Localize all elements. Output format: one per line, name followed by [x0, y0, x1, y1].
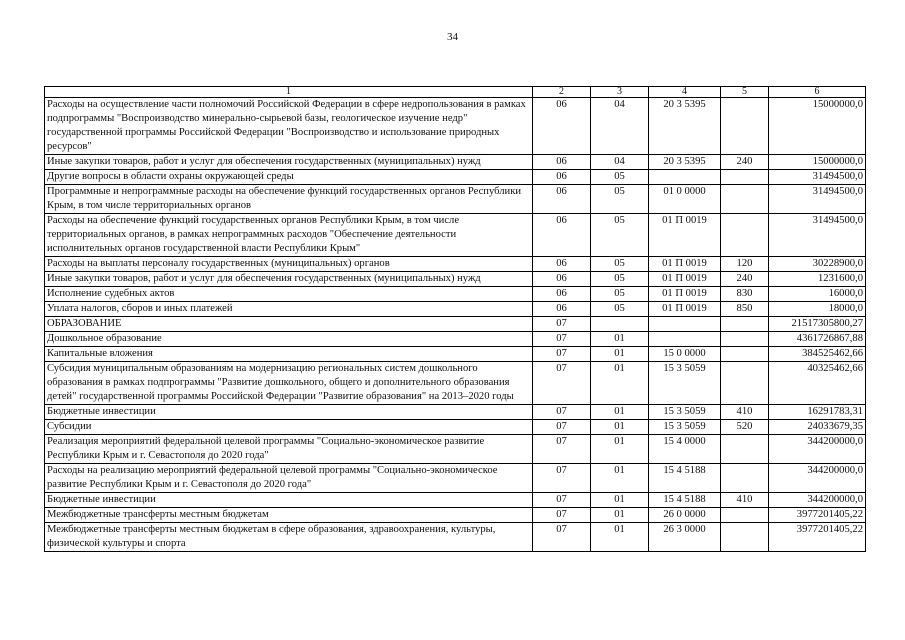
table-row — [45, 170, 866, 185]
row-target-item — [649, 170, 721, 185]
row-target-item: 15 0 0000 — [649, 347, 721, 362]
row-name: Межбюджетные трансферты местным бюджетам — [45, 508, 533, 523]
header-col-6: 6 — [769, 87, 866, 98]
row-amount: 1231600,0 — [769, 272, 866, 287]
row-amount: 31494500,0 — [769, 185, 866, 214]
table-row — [45, 214, 866, 257]
row-target-item: 15 3 5059 — [649, 362, 721, 405]
row-expense-type: 410 — [721, 493, 769, 508]
row-subsection: 04 — [591, 98, 649, 155]
row-amount: 21517305800,27 — [769, 317, 866, 332]
row-subsection: 04 — [591, 155, 649, 170]
row-target-item — [649, 332, 721, 347]
row-amount: 344200000,0 — [769, 493, 866, 508]
row-name: Расходы на осуществление части полномочий Российской Федерации в сфере недропользования в рамках подпрограммы "Воспроизводство минерально-сырьевой базы, геологическое изучение недр" государственной программы Российской Федерации "Воспроизводство и использование природных ресурсов" — [45, 98, 533, 155]
row-name: Межбюджетные трансферты местным бюджетам в сфере образования, здравоохранения, культуры, физической культуры и спорта — [45, 523, 533, 552]
row-amount: 24033679,35 — [769, 420, 866, 435]
row-section: 07 — [533, 508, 591, 523]
table-row — [45, 508, 866, 523]
row-section: 06 — [533, 257, 591, 272]
header-col-4: 4 — [649, 87, 721, 98]
row-section: 07 — [533, 493, 591, 508]
row-subsection: 05 — [591, 287, 649, 302]
row-name: Реализация мероприятий федеральной целевой программы "Социально-экономическое развитие Республики Крым и г. Севастополя до 2020 года" — [45, 435, 533, 464]
table-header-row — [45, 87, 866, 98]
row-name: ОБРАЗОВАНИЕ — [45, 317, 533, 332]
row-expense-type — [721, 435, 769, 464]
row-subsection: 01 — [591, 508, 649, 523]
row-section: 07 — [533, 347, 591, 362]
row-amount: 4361726867,88 — [769, 332, 866, 347]
row-expense-type — [721, 98, 769, 155]
row-target-item: 26 3 0000 — [649, 523, 721, 552]
row-target-item: 01 П 0019 — [649, 287, 721, 302]
header-col-1: 1 — [45, 87, 533, 98]
row-target-item: 15 3 5059 — [649, 405, 721, 420]
row-expense-type: 410 — [721, 405, 769, 420]
row-expense-type — [721, 362, 769, 405]
row-section: 07 — [533, 420, 591, 435]
row-name: Субсидии — [45, 420, 533, 435]
row-section: 06 — [533, 287, 591, 302]
row-subsection: 05 — [591, 302, 649, 317]
row-amount: 384525462,66 — [769, 347, 866, 362]
row-subsection: 01 — [591, 493, 649, 508]
row-amount: 30228900,0 — [769, 257, 866, 272]
table-row — [45, 287, 866, 302]
row-name: Исполнение судебных актов — [45, 287, 533, 302]
row-name: Иные закупки товаров, работ и услуг для обеспечения государственных (муниципальных) нужд — [45, 155, 533, 170]
table-row — [45, 493, 866, 508]
row-name: Расходы на выплаты персоналу государственных (муниципальных) органов — [45, 257, 533, 272]
row-expense-type: 240 — [721, 272, 769, 287]
table-row — [45, 155, 866, 170]
row-expense-type — [721, 214, 769, 257]
row-target-item: 01 П 0019 — [649, 302, 721, 317]
row-section: 06 — [533, 98, 591, 155]
table-row — [45, 464, 866, 493]
row-name: Капитальные вложения — [45, 347, 533, 362]
row-amount: 16291783,31 — [769, 405, 866, 420]
budget-table — [44, 86, 866, 552]
row-subsection: 01 — [591, 405, 649, 420]
row-section: 06 — [533, 214, 591, 257]
table-row — [45, 257, 866, 272]
row-subsection — [591, 317, 649, 332]
row-expense-type: 520 — [721, 420, 769, 435]
row-expense-type: 850 — [721, 302, 769, 317]
row-amount: 15000000,0 — [769, 98, 866, 155]
row-subsection: 05 — [591, 272, 649, 287]
header-col-5: 5 — [721, 87, 769, 98]
row-section: 06 — [533, 302, 591, 317]
table-row — [45, 435, 866, 464]
header-col-3: 3 — [591, 87, 649, 98]
row-amount: 3977201405,22 — [769, 523, 866, 552]
row-target-item: 01 П 0019 — [649, 257, 721, 272]
row-section: 07 — [533, 435, 591, 464]
row-name: Уплата налогов, сборов и иных платежей — [45, 302, 533, 317]
table-row — [45, 420, 866, 435]
row-target-item: 15 3 5059 — [649, 420, 721, 435]
row-expense-type — [721, 464, 769, 493]
table-row — [45, 317, 866, 332]
row-amount: 344200000,0 — [769, 435, 866, 464]
row-target-item — [649, 317, 721, 332]
row-section: 06 — [533, 185, 591, 214]
row-target-item: 15 4 0000 — [649, 435, 721, 464]
row-section: 06 — [533, 155, 591, 170]
table-row — [45, 272, 866, 287]
row-amount: 31494500,0 — [769, 170, 866, 185]
table-row — [45, 98, 866, 155]
row-amount: 16000,0 — [769, 287, 866, 302]
row-name: Иные закупки товаров, работ и услуг для обеспечения государственных (муниципальных) нужд — [45, 272, 533, 287]
row-section: 06 — [533, 272, 591, 287]
row-name: Субсидия муниципальным образованиям на модернизацию региональных систем дошкольного образования в рамках подпрограммы "Развитие дошкольного, общего и дополнительного образования детей" государственной программы Российской Федерации "Развитие образования" на 2013–2020 годы — [45, 362, 533, 405]
row-amount: 40325462,66 — [769, 362, 866, 405]
row-name: Расходы на обеспечение функций государственных органов Республики Крым, в том числе территориальных органов, в рамках непрограммных расходов "Обеспечение деятельности исполнительных органов государственной власти Республики Крым" — [45, 214, 533, 257]
row-target-item: 01 0 0000 — [649, 185, 721, 214]
row-expense-type — [721, 523, 769, 552]
row-target-item: 20 3 5395 — [649, 155, 721, 170]
row-target-item: 26 0 0000 — [649, 508, 721, 523]
row-target-item: 01 П 0019 — [649, 272, 721, 287]
row-subsection: 05 — [591, 257, 649, 272]
table-row — [45, 405, 866, 420]
row-amount: 31494500,0 — [769, 214, 866, 257]
row-target-item: 20 3 5395 — [649, 98, 721, 155]
row-subsection: 01 — [591, 332, 649, 347]
row-amount: 18000,0 — [769, 302, 866, 317]
row-expense-type — [721, 170, 769, 185]
row-target-item: 15 4 5188 — [649, 464, 721, 493]
row-amount: 3977201405,22 — [769, 508, 866, 523]
row-subsection: 01 — [591, 347, 649, 362]
table-row — [45, 332, 866, 347]
row-subsection: 01 — [591, 523, 649, 552]
row-section: 07 — [533, 332, 591, 347]
table-body — [45, 98, 866, 552]
row-subsection: 01 — [591, 435, 649, 464]
row-section: 07 — [533, 464, 591, 493]
row-section: 07 — [533, 523, 591, 552]
row-expense-type: 120 — [721, 257, 769, 272]
table-row — [45, 185, 866, 214]
row-name: Другие вопросы в области охраны окружающей среды — [45, 170, 533, 185]
row-expense-type — [721, 347, 769, 362]
row-name: Дошкольное образование — [45, 332, 533, 347]
table-row — [45, 523, 866, 552]
row-name: Бюджетные инвестиции — [45, 405, 533, 420]
row-subsection: 05 — [591, 214, 649, 257]
header-col-2: 2 — [533, 87, 591, 98]
row-name: Расходы на реализацию мероприятий федеральной целевой программы "Социально-экономическое развитие Республики Крым и г. Севастополя до 2020 года" — [45, 464, 533, 493]
row-expense-type — [721, 185, 769, 214]
table-row — [45, 347, 866, 362]
row-section: 07 — [533, 405, 591, 420]
row-expense-type — [721, 332, 769, 347]
row-section: 06 — [533, 170, 591, 185]
row-subsection: 05 — [591, 170, 649, 185]
row-name: Программные и непрограммные расходы на обеспечение функций государственных органов Республики Крым, в том числе территориальных органов — [45, 185, 533, 214]
row-expense-type: 240 — [721, 155, 769, 170]
row-subsection: 01 — [591, 420, 649, 435]
table-row — [45, 302, 866, 317]
row-target-item: 01 П 0019 — [649, 214, 721, 257]
row-subsection: 01 — [591, 464, 649, 493]
page-number: 34 — [447, 31, 458, 43]
row-amount: 344200000,0 — [769, 464, 866, 493]
row-section: 07 — [533, 317, 591, 332]
row-expense-type: 830 — [721, 287, 769, 302]
row-amount: 15000000,0 — [769, 155, 866, 170]
row-name: Бюджетные инвестиции — [45, 493, 533, 508]
row-target-item: 15 4 5188 — [649, 493, 721, 508]
row-expense-type — [721, 508, 769, 523]
row-subsection: 01 — [591, 362, 649, 405]
row-section: 07 — [533, 362, 591, 405]
table-row — [45, 362, 866, 405]
row-expense-type — [721, 317, 769, 332]
row-subsection: 05 — [591, 185, 649, 214]
